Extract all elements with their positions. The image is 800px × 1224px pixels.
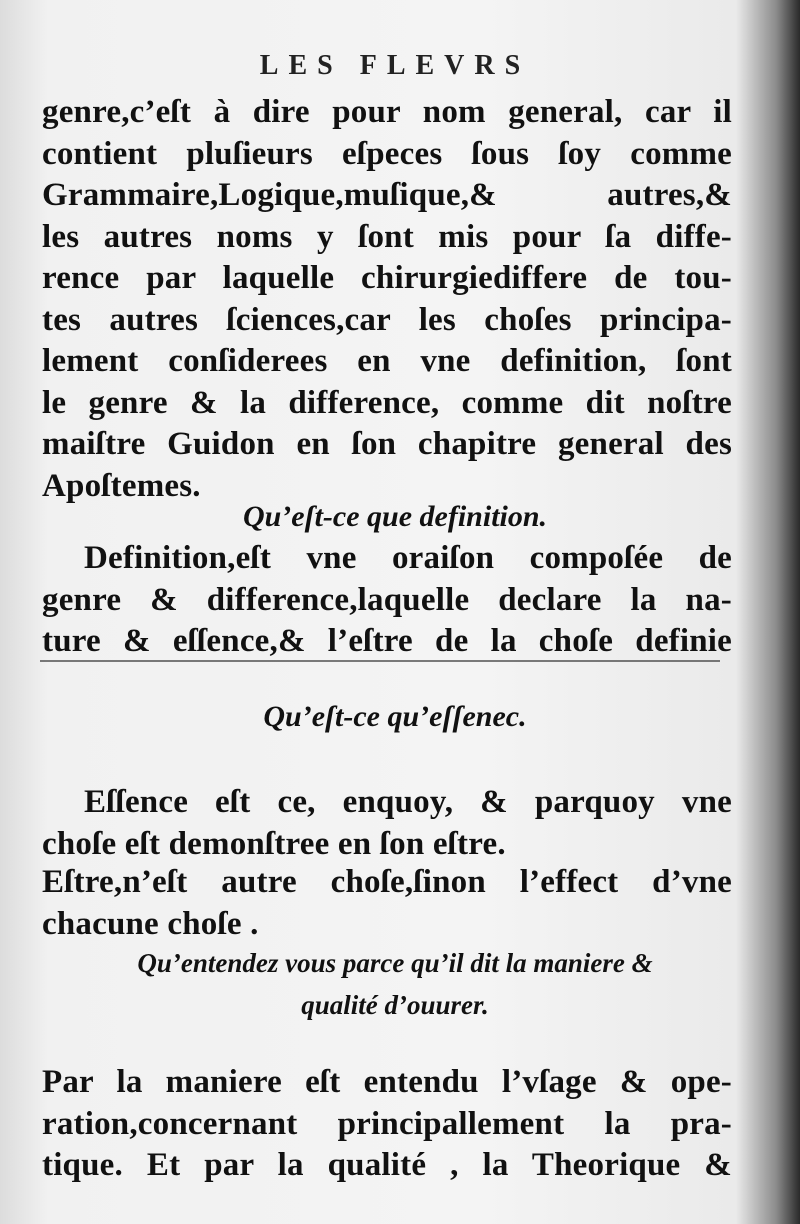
- text-line: Par la maniere eſt entendu l’vſage & ope-: [42, 1064, 732, 1100]
- heading-essence: Qu’eſt-ce qu’eſſenec.: [263, 700, 527, 733]
- text-line: lement conſiderees en vne definition, ſont: [42, 343, 732, 379]
- paragraph-genre: [42, 92, 732, 507]
- underline-rule: [40, 660, 720, 662]
- text-line: tes autres ſciences,car les choſes principa-: [42, 301, 732, 338]
- heading-maniere-line2: qualité d’ouurer.: [301, 990, 489, 1020]
- paragraph-estre: [42, 862, 732, 945]
- running-header: LES FLEVRS: [259, 50, 531, 81]
- paragraph-maniere: [42, 1062, 732, 1187]
- text-line: contient pluſieurs eſpeces ſous ſoy comme: [42, 135, 732, 172]
- paragraph-essence: [42, 782, 732, 865]
- text-line: genre & difference,laquelle declare la na-: [42, 581, 732, 618]
- text-line: Definition,eſt vne oraiſon compoſée de: [84, 540, 732, 576]
- text-line: Apoſtemes.: [42, 467, 201, 504]
- text-line: chacune choſe .: [42, 905, 259, 942]
- heading-definition: Qu’eſt-ce que definition.: [242, 500, 548, 533]
- text-line: Eſtre,n’eſt autre choſe,ſinon l’effect d’vne: [42, 864, 732, 900]
- text-line: Grammaire,Logique,muſique,& autres,&: [42, 177, 732, 213]
- text-line: Eſſence eſt ce, enquoy, & parquoy vne: [84, 784, 732, 820]
- text-line: tique. Et par la qualité , la Theorique &: [42, 1147, 732, 1183]
- text-line: genre,c’eſt à dire pour nom general, car il: [42, 94, 732, 130]
- text-line: les autres noms y ſont mis pour ſa diffe-: [42, 218, 732, 255]
- text-line: maiſtre Guidon en ſon chapitre general des: [42, 426, 732, 462]
- text-line: le genre & la difference, comme dit noſtre: [42, 384, 732, 421]
- text-line: rence par laquelle chirurgiediffere de tou-: [42, 260, 732, 296]
- text-line: ture & eſſence,& l’eſtre de la choſe definie: [42, 623, 732, 659]
- heading-maniere-line1: Qu’entendez vous parce qu’il dit la maniere &: [137, 948, 653, 978]
- paragraph-definition: [42, 538, 732, 663]
- text-line: ration,concernant principallement la pra-: [42, 1105, 732, 1142]
- text-line: choſe eſt demonſtree en ſon eſtre.: [42, 825, 506, 862]
